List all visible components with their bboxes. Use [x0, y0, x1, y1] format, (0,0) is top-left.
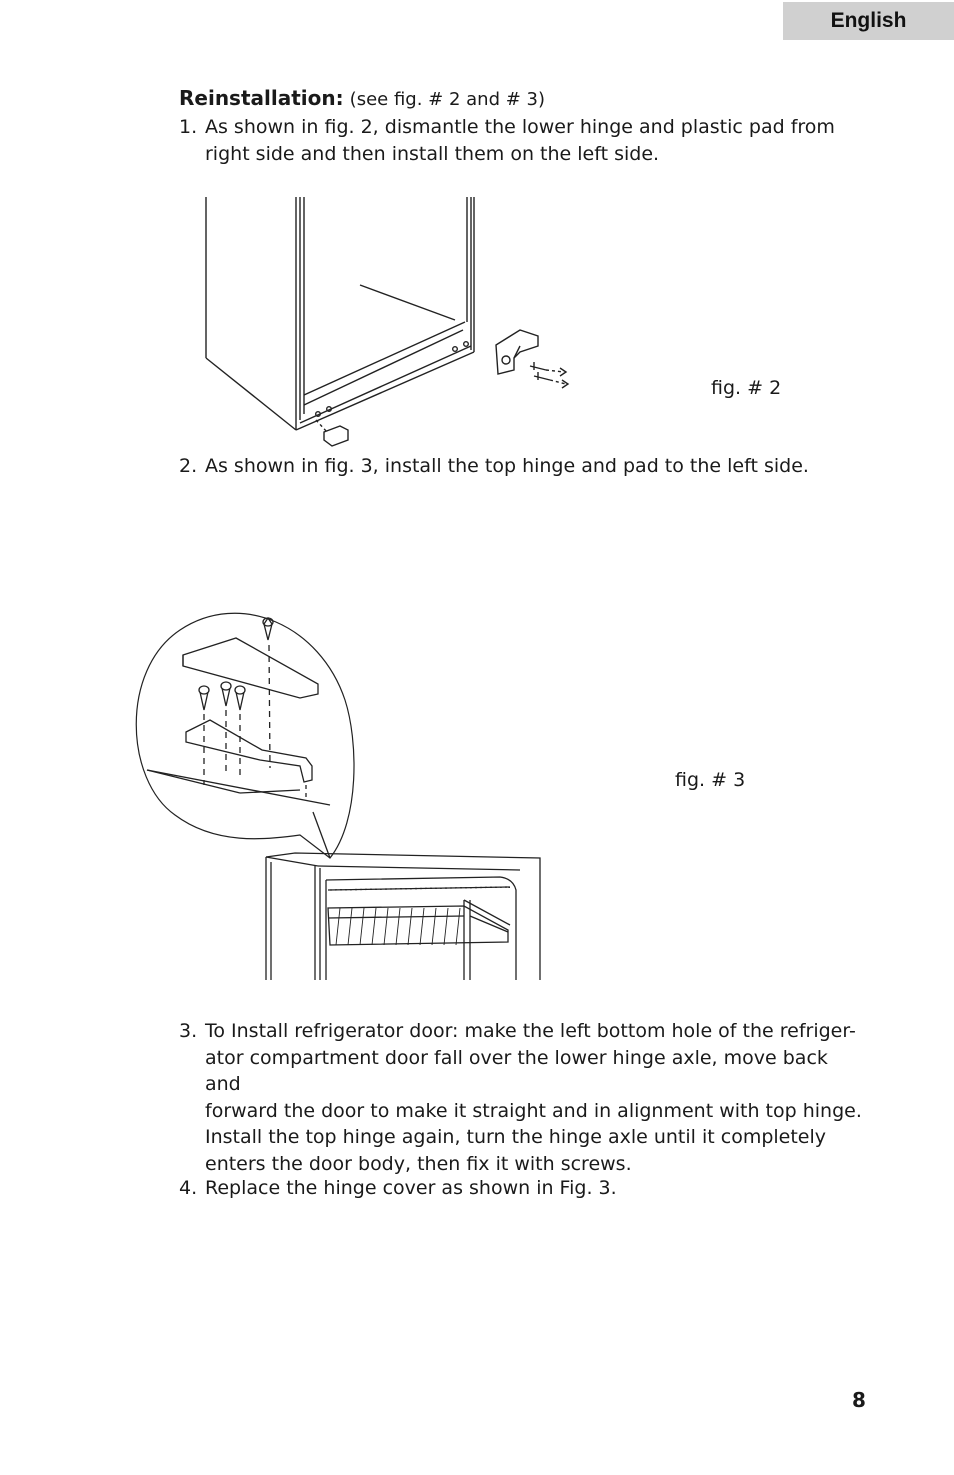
step-number: 2. — [179, 455, 198, 477]
step-line: Replace the hinge cover as shown in Fig. 3. — [205, 1177, 617, 1199]
fig-2-caption: fig. # 2 — [711, 377, 782, 399]
step-line: Install the top hinge again, turn the hinge axle until it completely — [205, 1126, 827, 1148]
step-line: enters the door body, then fix it with screws. — [205, 1152, 632, 1175]
language-tab: English — [783, 2, 954, 40]
step-line: ator compartment door fall over the lower hinge axle, move back — [205, 1046, 828, 1069]
section-subtitle: (see fig. # 2 and # 3) — [349, 89, 545, 110]
step-line: right side and then install them on the left side. — [205, 142, 660, 165]
step-line: To Install refrigerator door: make the left bottom hole of the refriger- — [205, 1020, 856, 1042]
step-number: 4. — [179, 1177, 198, 1199]
fig-3-caption: fig. # 3 — [675, 769, 746, 791]
step-number: 1. — [179, 116, 198, 138]
step-number: 3. — [179, 1020, 198, 1042]
step-line: and — [205, 1073, 241, 1095]
step-line: As shown in fig. 2, dismantle the lower hinge and plastic pad from — [205, 116, 835, 138]
section-title: Reinstallation: — [179, 86, 344, 110]
step-line: forward the door to make it straight and in alignment with top hinge. — [205, 1099, 862, 1122]
page-number: 8 — [852, 1388, 866, 1412]
step-line: As shown in fig. 3, install the top hinge and pad to the left side. — [205, 455, 809, 477]
